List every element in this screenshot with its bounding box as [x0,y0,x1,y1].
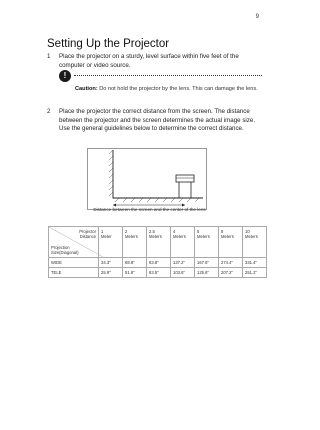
table-cell: 34.3" [99,258,123,268]
table-cell: 137.2" [171,258,195,268]
diagram-caption: Distance between the screen and the center of the lens [93,207,206,212]
table-header-row [49,227,267,258]
table-cell: 207.2" [219,268,243,278]
table-row [49,268,267,278]
table-cell: 103.6" [171,268,195,278]
table-cell: 68.8" [123,258,147,268]
table-cell: 83.8" [147,258,171,268]
column-header: 1 Meter [99,227,123,258]
caution-body: Do not hold the projector by the lens. This can damage the lens. [99,86,258,92]
table-corner-header [49,227,99,258]
step-text: Place the projector the correct distance from the screen. The distance between the projector and the screen determines the actual image size. Use the general guidelines below to determine the correct distance. [59,108,256,133]
table-cell: 25.9" [99,268,123,278]
projector-distance-label-2: Distance [79,234,96,239]
caution-label: Caution: [75,86,98,92]
column-header: 2.5 Meters [147,227,171,258]
step-number: 2 [47,108,51,115]
caution-note [59,70,267,100]
column-header: 5 Meters [195,227,219,258]
table-cell: 274.4" [219,258,243,268]
table-cell: 167.6" [195,258,219,268]
distance-table [48,226,267,278]
table-row [49,258,267,268]
table-cell: 331.4" [243,258,267,268]
caution-text [75,86,265,94]
step-text: Place the projector on a sturdy, level surface within five feet of the computer or video source. [59,53,239,69]
page-number: 9 [255,14,259,20]
table-cell: 51.8" [123,268,147,278]
projection-size-label: Projection [51,245,70,250]
row-label-wide: WIDE [49,258,99,268]
projector-distance-label: Projector [79,229,96,234]
column-header: 10 Meters [243,227,267,258]
table-cell: 63.5" [147,268,171,278]
exclamation-icon: ! [59,70,71,82]
column-header: 4 Meters [171,227,195,258]
step-number: 1 [47,53,51,60]
caution-divider [74,75,262,76]
row-label-tele: TELE [49,268,99,278]
projection-size-label-2: Size(Diagonal) [51,250,79,255]
table-cell: 251.2" [243,268,267,278]
column-header: 2 Meters [123,227,147,258]
table-cell: 125.6" [195,268,219,278]
section-title: Setting Up the Projector [47,38,170,50]
column-header: 8 Meters [219,227,243,258]
